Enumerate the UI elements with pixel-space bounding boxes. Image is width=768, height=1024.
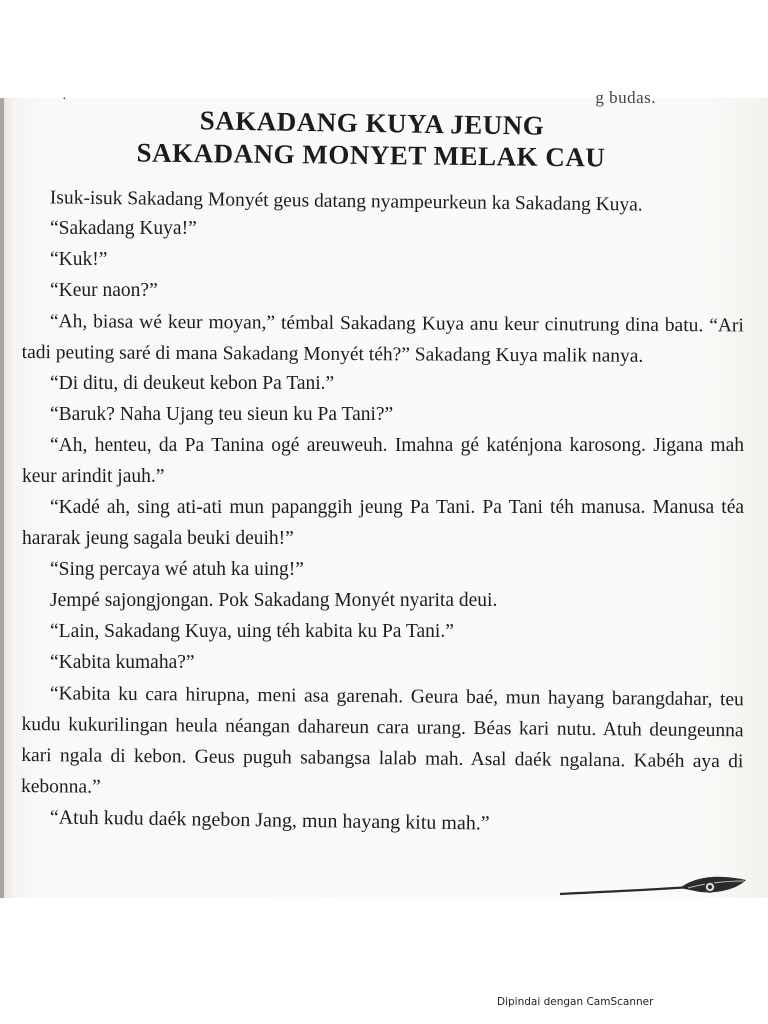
book-spine-shadow (0, 98, 4, 898)
paragraph: Jempé sajongjongan. Pok Sakadang Monyét nyarita deui. (50, 590, 498, 611)
paragraph: “Ah, biasa wé keur moyan,” témbal Sakadang Kuya anu keur cinutrung dina batu. “Ari tadi peuting saré di mana Sakadang Monyét téh?” Sakadang Kuya malik nanya. (21, 311, 744, 367)
story-title-line-1: SAKADANG KUYA JEUNG (199, 105, 545, 141)
paragraph: “Kuk!” (50, 249, 108, 270)
paragraph: Isuk-isuk Sakadang Monyét geus datang nyampeurkeun ka Sakadang Kuya. (49, 187, 643, 216)
paragraph: “Kabita kumaha?” (50, 652, 195, 673)
story-body (22, 182, 744, 833)
paragraph: “Kadé ah, sing ati-ati mun papanggih jeung Pa Tani. Pa Tani téh manusa. Manusa téa hararak jeung sagala beuki deuih!” (22, 497, 744, 549)
story-title-line-2: SAKADANG MONYET MELAK CAU (136, 137, 606, 173)
paragraph: “Sakadang Kuya!” (50, 218, 197, 239)
cropped-previous-text: g budas. (595, 88, 656, 107)
cropped-mark: · (62, 92, 67, 107)
leaf-branch-ornament-icon (560, 870, 752, 900)
paragraph: “Sing percaya wé atuh ka uing!” (50, 559, 304, 580)
paragraph: “Lain, Sakadang Kuya, uing téh kabita ku Pa Tani.” (50, 621, 454, 642)
paragraph: “Keur naon?” (50, 280, 158, 301)
paragraph: “Baruk? Naha Ujang teu sieun ku Pa Tani?” (50, 404, 394, 425)
scanned-book-page (0, 88, 768, 898)
paragraph: “Kabita ku cara hirupna, meni asa garenah. Geura baé, mun hayang barangdahar, teu kudu kukurilingan heula néangan dahareun cara urang. Béas kari nutu. Atuh deungeunna kari ngala di kebon. Geus puguh sabangsa lalab mah. Asal daék ngalana. Kabéh aya di kebonna.” (20, 683, 744, 798)
paragraph: “Atuh kudu daék ngebon Jang, mun hayang kitu mah.” (49, 806, 490, 835)
paragraph: “Di ditu, di deukeut kebon Pa Tani.” (50, 373, 335, 394)
paragraph: “Ah, henteu, da Pa Tanina ogé areuweuh. Imahna gé katénjona karosong. Jigana mah keur arindit jauh.” (22, 435, 744, 487)
scanner-watermark: Dipindai dengan CamScanner (497, 996, 654, 1008)
